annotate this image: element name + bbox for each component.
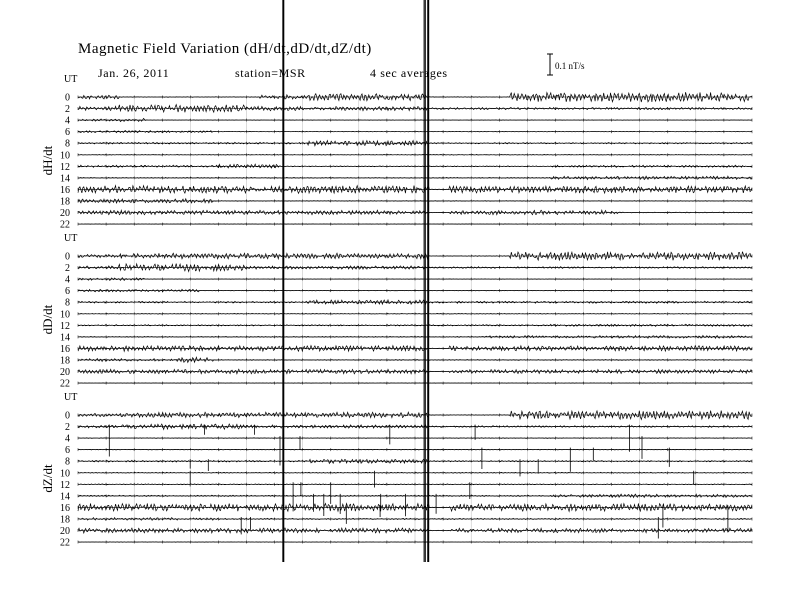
panel-label: dH/dt: [40, 145, 55, 176]
hour-label: 8: [65, 297, 70, 309]
hour-label: 4: [65, 433, 70, 445]
hour-label: 2: [65, 263, 70, 275]
hour-label: 20: [60, 367, 70, 378]
hour-label: 0: [65, 410, 70, 422]
hour-label: 8: [65, 456, 70, 468]
hour-label: 14: [60, 491, 70, 503]
station-label: station=MSR: [235, 66, 306, 80]
hour-label: 16: [60, 343, 70, 355]
hour-label: 10: [60, 309, 70, 321]
hour-label: 0: [65, 92, 70, 104]
hour-label: 10: [60, 468, 70, 480]
hour-label: 22: [60, 378, 70, 390]
ut-axis-label: UT: [64, 74, 78, 85]
hour-label: 2: [65, 422, 70, 434]
hour-label: 18: [60, 196, 70, 208]
hour-label: 6: [65, 286, 70, 298]
chart-date: Jan. 26, 2011: [98, 66, 170, 80]
panel-label: dD/dt: [40, 304, 55, 335]
panel-label: dZ/dt: [40, 464, 55, 493]
hour-label: 14: [60, 332, 70, 344]
hour-label: 4: [65, 115, 70, 127]
chart-title: Magnetic Field Variation (dH/dt,dD/dt,dZ/dt): [78, 41, 372, 57]
hour-label: 20: [60, 526, 70, 537]
hour-label: 22: [60, 537, 70, 549]
hour-label: 16: [60, 184, 70, 196]
hour-label: 6: [65, 445, 70, 457]
hour-label: 16: [60, 502, 70, 514]
hour-label: 0: [65, 251, 70, 263]
hour-label: 22: [60, 219, 70, 231]
hour-label: 18: [60, 355, 70, 367]
hour-label: 12: [60, 479, 70, 491]
ut-axis-label: UT: [64, 233, 78, 244]
hour-label: 2: [65, 104, 70, 115]
hour-label: 8: [65, 138, 70, 150]
hour-label: 14: [60, 173, 70, 185]
hour-label: 20: [60, 208, 70, 219]
hour-label: 12: [60, 161, 70, 173]
scale-label: 0.1 nT/s: [555, 61, 585, 71]
hour-label: 12: [60, 320, 70, 332]
ut-axis-label: UT: [64, 392, 78, 403]
hour-label: 4: [65, 274, 70, 286]
hour-label: 18: [60, 514, 70, 526]
hour-label: 10: [60, 150, 70, 162]
averaging-label: 4 sec averages: [370, 66, 448, 80]
hour-label: 6: [65, 127, 70, 139]
